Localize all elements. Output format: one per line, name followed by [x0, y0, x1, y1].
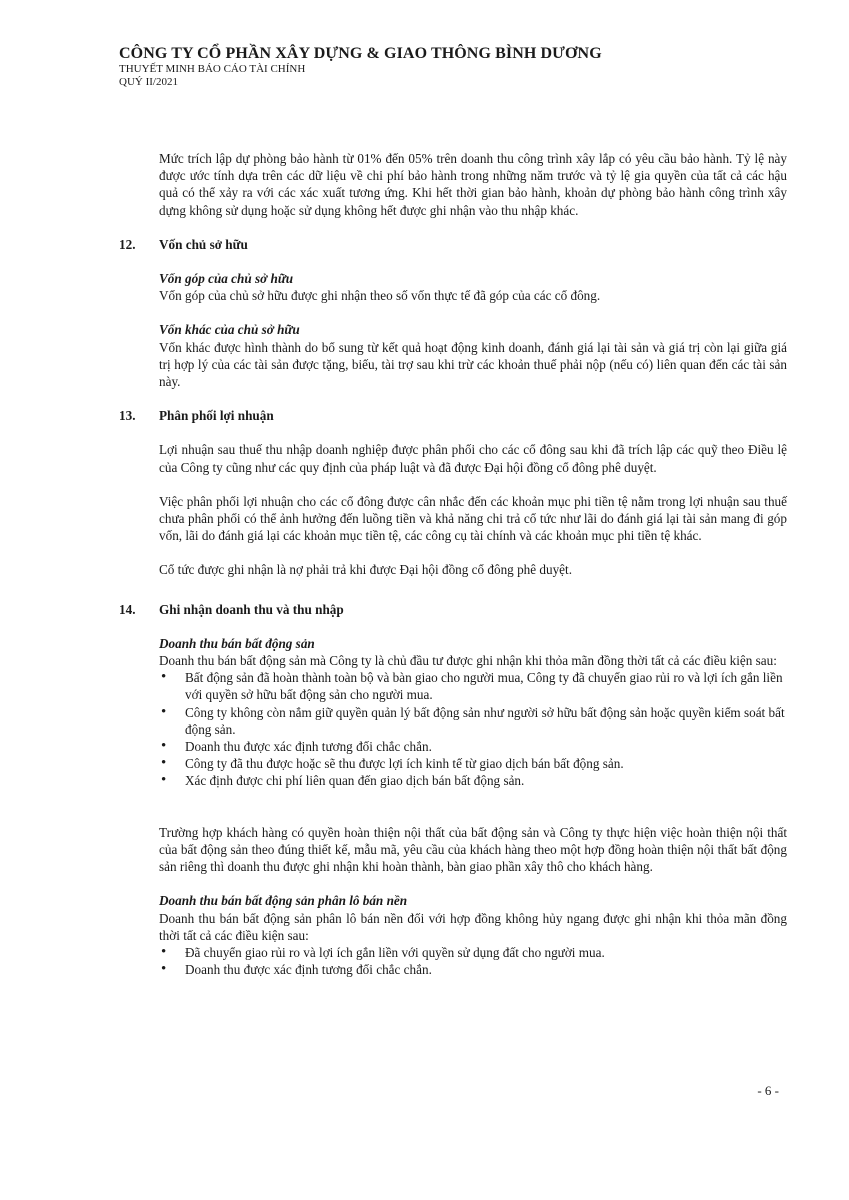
list-item: • Doanh thu được xác định tương đối chắc chắn.	[159, 738, 787, 755]
list-item: • Doanh thu được xác định tương đối chắc chắn.	[159, 961, 787, 978]
list-item: • Công ty không còn nắm giữ quyền quản lý bất động sản như người sở hữu bất động sản hoặc quyền kiểm soát bất động sản.	[159, 704, 787, 738]
section-14-body	[159, 635, 787, 978]
subsection-title: Vốn khác của chủ sở hữu	[159, 322, 300, 338]
subsection-text: Vốn góp của chủ sở hữu được ghi nhận theo số vốn thực tế đã góp của các cổ đông.	[159, 288, 601, 304]
subsection-title: Vốn góp của chủ sở hữu	[159, 271, 294, 287]
section-14-heading	[119, 601, 787, 618]
section-13-heading	[119, 407, 787, 424]
report-period: QUÝ II/2021	[119, 76, 178, 88]
company-name: CÔNG TY CỔ PHẦN XÂY DỰNG & GIAO THÔNG BÌNH DƯƠNG	[119, 45, 602, 62]
paragraph: Việc phân phối lợi nhuận cho các cổ đông được cân nhắc đến các khoản mục phi tiền tệ nằm trong lợi nhuận sau thuế chưa phân phối có thể ảnh hưởng đến luồng tiền và khả năng chi trả cổ tức như lãi do đánh giá lại tài sản mang đi góp vốn, lãi do đánh giá lại các khoản mục tiền tệ, các công cụ tài chính và các khoản mục phi tiền tệ khác.	[159, 493, 787, 544]
list-item: • Công ty đã thu được hoặc sẽ thu được lợi ích kinh tế từ giao dịch bán bất động sản.	[159, 755, 787, 772]
section-12-heading	[119, 236, 787, 253]
warranty-paragraph: Mức trích lập dự phòng bảo hành từ 01% đến 05% trên doanh thu công trình xây lắp có yêu cầu bảo hành. Tỷ lệ này được ước tính dựa trên các dữ liệu về chi phí bảo hành trong những năm trước và tỷ lệ gia quyền của tất cả các hậu quả có thể xảy ra với các xác xuất tương ứng. Khi hết thời gian bảo hành, khoản dự phòng bảo hành công trình xây dựng không sử dụng hoặc sử dụng không hết được ghi nhận vào thu nhập khác.	[159, 151, 787, 218]
paragraph: Lợi nhuận sau thuế thu nhập doanh nghiệp được phân phối cho các cổ đông sau khi đã trích lập các quỹ theo Điều lệ của Công ty cũng như các quy định của pháp luật và đã được Đại hội đồng cổ đông phê duyệt.	[159, 442, 787, 475]
conditions-list	[159, 669, 787, 789]
list-item: • Đã chuyển giao rủi ro và lợi ích gắn liền với quyền sử dụng đất cho người mua.	[159, 944, 787, 961]
subsection-text: Doanh thu bán bất động sản phân lô bán nền đối với hợp đồng không hủy ngang được ghi nhận khi thỏa mãn đồng thời tất cả các điều kiện sau:	[159, 910, 787, 943]
paragraph: Cổ tức được ghi nhận là nợ phải trả khi được Đại hội đồng cổ đông phê duyệt.	[159, 562, 572, 578]
list-item: • Bất động sản đã hoàn thành toàn bộ và bàn giao cho người mua, Công ty đã chuyển giao rủi ro và lợi ích gắn liền với quyền sở hữu bất động sản cho người mua.	[159, 669, 787, 703]
section-title: Phân phối lợi nhuận	[159, 408, 274, 424]
subsection-title: Doanh thu bán bất động sản phân lô bán nền	[159, 893, 408, 909]
section-title: Vốn chủ sở hữu	[159, 236, 248, 252]
section-title: Ghi nhận doanh thu và thu nhập	[159, 601, 344, 617]
report-title: THUYẾT MINH BÁO CÁO TÀI CHÍNH	[119, 63, 306, 75]
subsection-text: Vốn khác được hình thành do bổ sung từ kết quả hoạt động kinh doanh, đánh giá lại tài sản và giá trị còn lại giữa giá trị hợp lý của các tài sản được tặng, biếu, tài trợ sau khi trừ các khoản thuế phải nộp (nếu có) liên quan đến các tài sản này.	[159, 339, 787, 390]
conditions-list	[159, 944, 787, 978]
paragraph: Trường hợp khách hàng có quyền hoàn thiện nội thất của bất động sản và Công ty thực hiện việc hoàn thiện nội thất của bất động sản theo đúng thiết kế, mẫu mã, yêu cầu của khách hàng theo một hợp đồng hoàn thiện nội thất bất động sản riêng thì doanh thu được ghi nhận khi hoàn thành, bàn giao phần xây thô cho khách hàng.	[159, 824, 787, 875]
subsection-text: Doanh thu bán bất động sản mà Công ty là chủ đầu tư được ghi nhận khi thỏa mãn đồng thời tất cả các điều kiện sau:	[159, 653, 777, 669]
document-body	[119, 150, 787, 978]
subsection-title: Doanh thu bán bất động sản	[159, 635, 315, 651]
section-number: 12.	[119, 236, 136, 252]
section-number: 14.	[119, 601, 136, 617]
list-item: • Xác định được chi phí liên quan đến giao dịch bán bất động sản.	[159, 772, 787, 789]
page-number: - 6 -	[757, 1083, 779, 1098]
section-12-body	[159, 270, 787, 390]
section-13-body	[159, 441, 787, 578]
page-header	[119, 44, 799, 89]
section-number: 13.	[119, 408, 136, 424]
